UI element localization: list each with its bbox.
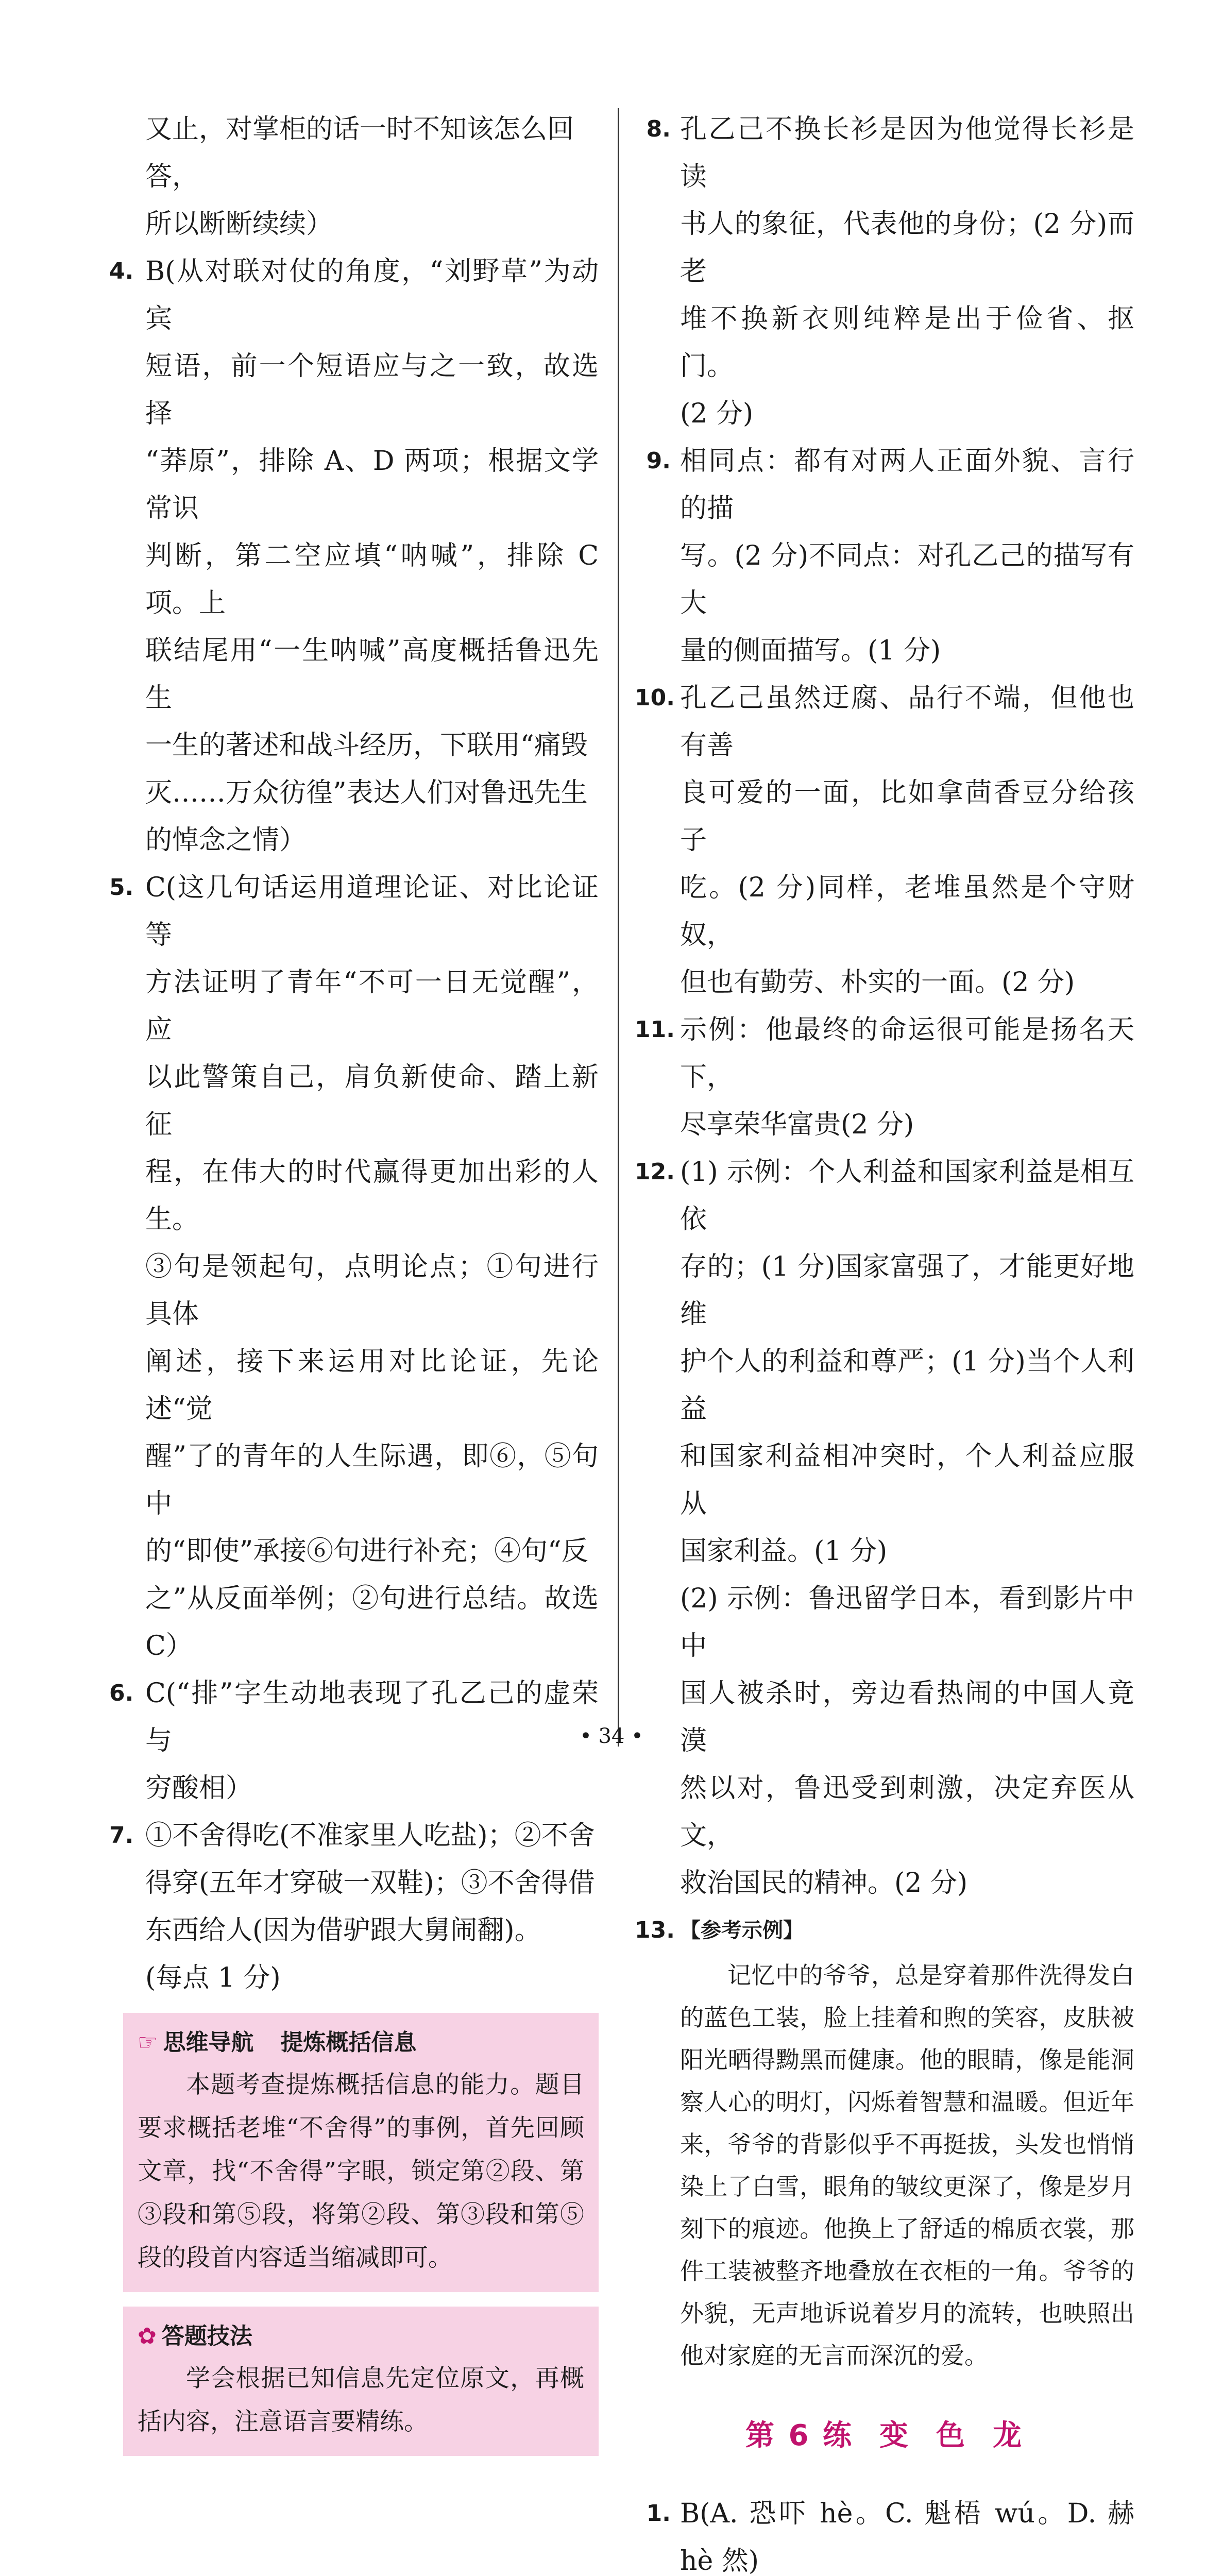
answer-line: B(A. 恐吓 hè。C. 魁梧 wú。D. 赫 hè 然) — [680, 2498, 1134, 2576]
section-title-char: 色 — [936, 2419, 967, 2452]
page-number: • 34 • — [580, 1724, 643, 1748]
answer-line: 吃。(2 分)同样，老堆虽然是个守财奴， — [680, 872, 1134, 951]
answer-line: 之”从反面举例；②句进行总结。故选 C） — [145, 1583, 599, 1662]
answer-line: 短语，前一个短语应与之一致，故选择 — [145, 351, 599, 429]
answer-number: 7. — [109, 1822, 134, 1849]
answer-number: 11. — [635, 1016, 675, 1043]
answer-line: 然以对，鲁迅受到刺激，决定弃医从文， — [680, 1773, 1134, 1851]
answer-line: 东西给人(因为借驴跟大舅闹翻)。 — [145, 1915, 541, 1946]
answer-1-new-section — [635, 2490, 1134, 2576]
answer-line: 穷酸相） — [145, 1773, 253, 1804]
answer-line: C(“排”字生动地表现了孔乙己的虚荣与 — [145, 1678, 599, 1756]
answer-line: ①不舍得吃(不准家里人吃盐)；②不舍 — [145, 1820, 595, 1851]
answer-line: 的“即使”承接⑥句进行补充；④句“反 — [145, 1536, 588, 1567]
answer-line: (每点 1 分) — [145, 1962, 281, 1993]
answer-line: 但也有勤劳、朴实的一面。(2 分) — [680, 967, 1075, 998]
answer-line: 醒”了的青年的人生际遇，即⑥，⑤句中 — [145, 1441, 599, 1519]
box-text: 本题考查提炼概括信息的能力。题目要求概括老堆“不舍得”的事例，首先回顾文章，找“不舍得”字眼，锁定第②段、第③段和第⑤段，将第②段、第③段和第⑤段的段首内容适当缩减即可。 — [138, 2071, 584, 2272]
answer-line: 存的；(1 分)国家富强了，才能更好地维 — [680, 1251, 1134, 1330]
answer-number: 5. — [109, 874, 134, 901]
box-text: 学会根据已知信息先定位原文，再概括内容，注意语言要精练。 — [138, 2364, 584, 2436]
answer-line: (2 分) — [680, 398, 754, 429]
answer-number: 8. — [646, 116, 671, 142]
box-title — [138, 2316, 584, 2357]
box-title — [138, 2022, 584, 2063]
answer-11 — [635, 1006, 1134, 1148]
answer-line: 一生的著述和战斗经历，下联用“痛毁 — [145, 730, 588, 761]
pointing-hand-icon: ☞ — [138, 2029, 158, 2056]
answer-number: 6. — [109, 1680, 134, 1706]
answer-number: 4. — [109, 258, 134, 284]
answer-line: (1) 示例：个人利益和国家利益是相互依 — [680, 1157, 1134, 1235]
answer-7 — [109, 1812, 599, 2002]
answer-number: 9. — [646, 448, 671, 474]
answer-line: 孔乙己不换长衫是因为他觉得长衫是读 — [680, 114, 1134, 192]
answer-line: 以此警策自己，肩负新使命、踏上新征 — [145, 1062, 599, 1140]
sample-essay-text: 记忆中的爷爷，总是穿着那件洗得发白的蓝色工装，脸上挂着和煦的笑容，皮肤被阳光晒得黝黑而健康。他的眼睛，像是能洞察人心的明灯，闪烁着智慧和温暖。但近年来，爷爷的背影似乎不再挺拔，头发也悄悄染上了白雪，眼角的皱纹更深了，像是岁月刻下的痕迹。他换上了舒适的棉质衣裳，那件工装被整齐地叠放在衣柜的一角。爷爷的外貌，无声地诉说着岁月的流转，也映照出他对家庭的无言而深沉的爱。 — [680, 1961, 1134, 2369]
section-title-char: 龙 — [992, 2419, 1024, 2452]
answer-line: 国人被杀时，旁边看热闹的中国人竟漠 — [680, 1678, 1134, 1756]
answer-line: C(这几句话运用道理论证、对比论证等 — [145, 872, 599, 951]
answer-line: ③句是领起句，点明论点；①句进行具体 — [145, 1251, 599, 1330]
answer-line: 救治国民的精神。(2 分) — [680, 1868, 968, 1899]
box-title-main: 答题技法 — [161, 2323, 252, 2349]
section-title — [635, 2408, 1134, 2464]
answer-line: 灭……万众彷徨”表达人们对鲁迅先生 — [145, 777, 588, 808]
left-column — [109, 106, 599, 2456]
answer-line: 相同点：都有对两人正面外貌、言行的描 — [680, 446, 1134, 524]
answer-line: 阐述，接下来运用对比论证，先论述“觉 — [145, 1346, 599, 1425]
answer-line: 方法证明了青年“不可一日无觉醒”，应 — [145, 967, 599, 1045]
continuation-line-2: 所以断断续续） — [145, 209, 333, 240]
answer-line: 尽享荣华富贵(2 分) — [680, 1109, 914, 1140]
answer-line: 得穿(五年才穿破一双鞋)；③不舍得借 — [145, 1868, 595, 1899]
answer-line: 联结尾用“一生呐喊”高度概括鲁迅先生 — [145, 635, 599, 714]
answer-technique-box — [123, 2307, 599, 2456]
answer-line: 书人的象征，代表他的身份；(2 分)而老 — [680, 209, 1134, 287]
answer-4 — [109, 248, 599, 864]
answer-line: 程，在伟大的时代赢得更加出彩的人生。 — [145, 1157, 599, 1235]
answer-line: 量的侧面描写。(1 分) — [680, 635, 941, 666]
answer-line: 良可爱的一面，比如拿茴香豆分给孩子 — [680, 777, 1134, 856]
answer-line: 判断，第二空应填“呐喊”，排除 C 项。上 — [145, 540, 599, 619]
answer-line: 写。(2 分)不同点：对孔乙己的描写有大 — [680, 540, 1134, 619]
box-title-main: 思维导航 — [163, 2029, 254, 2056]
box-title-sub: 提炼概括信息 — [280, 2029, 417, 2056]
answer-8 — [635, 106, 1134, 437]
answer-line: (2) 示例：鲁迅留学日本，看到影片中中 — [680, 1583, 1134, 1662]
thinking-guide-box — [123, 2013, 599, 2292]
section-title-number: 第 6 练 — [745, 2419, 854, 2452]
section-title-char: 变 — [879, 2419, 910, 2452]
answer-10 — [635, 674, 1134, 1006]
answer-line: 护个人的利益和尊严；(1 分)当个人利益 — [680, 1346, 1134, 1425]
answer-line: 示例：他最终的命运很可能是扬名天下， — [680, 1014, 1134, 1093]
answer-12 — [635, 1148, 1134, 1907]
answer-line: “莽原”，排除 A、D 两项；根据文学常识 — [145, 446, 599, 524]
answer-5 — [109, 864, 599, 1670]
answer-number: 13. — [635, 1917, 675, 1943]
answer-line: 孔乙己虽然迂腐、品行不端，但他也有善 — [680, 683, 1134, 761]
column-divider — [618, 108, 619, 1747]
flower-icon: ✿ — [138, 2323, 157, 2349]
answer-line: 国家利益。(1 分) — [680, 1536, 888, 1567]
sample-essay — [635, 1954, 1134, 2377]
answer-line: B(从对联对仗的角度，“刘野草”为动宾 — [145, 256, 599, 334]
reference-tag: 【参考示例】 — [680, 1919, 804, 1942]
answer-line: 堆不换新衣则纯粹是出于俭省、抠门。 — [680, 303, 1134, 382]
right-column — [635, 106, 1134, 2576]
answer-line: 和国家利益相冲突时，个人利益应服从 — [680, 1441, 1134, 1519]
answer-13 — [635, 1907, 1134, 1954]
answer-number: 10. — [635, 685, 675, 711]
answer-9 — [635, 437, 1134, 674]
answer-number: 1. — [646, 2500, 671, 2527]
answer-number: 12. — [635, 1159, 675, 1185]
continuation-line-1: 又止，对掌柜的话一时不知该怎么回答， — [145, 114, 574, 192]
answer-line: 的悼念之情） — [145, 825, 307, 856]
